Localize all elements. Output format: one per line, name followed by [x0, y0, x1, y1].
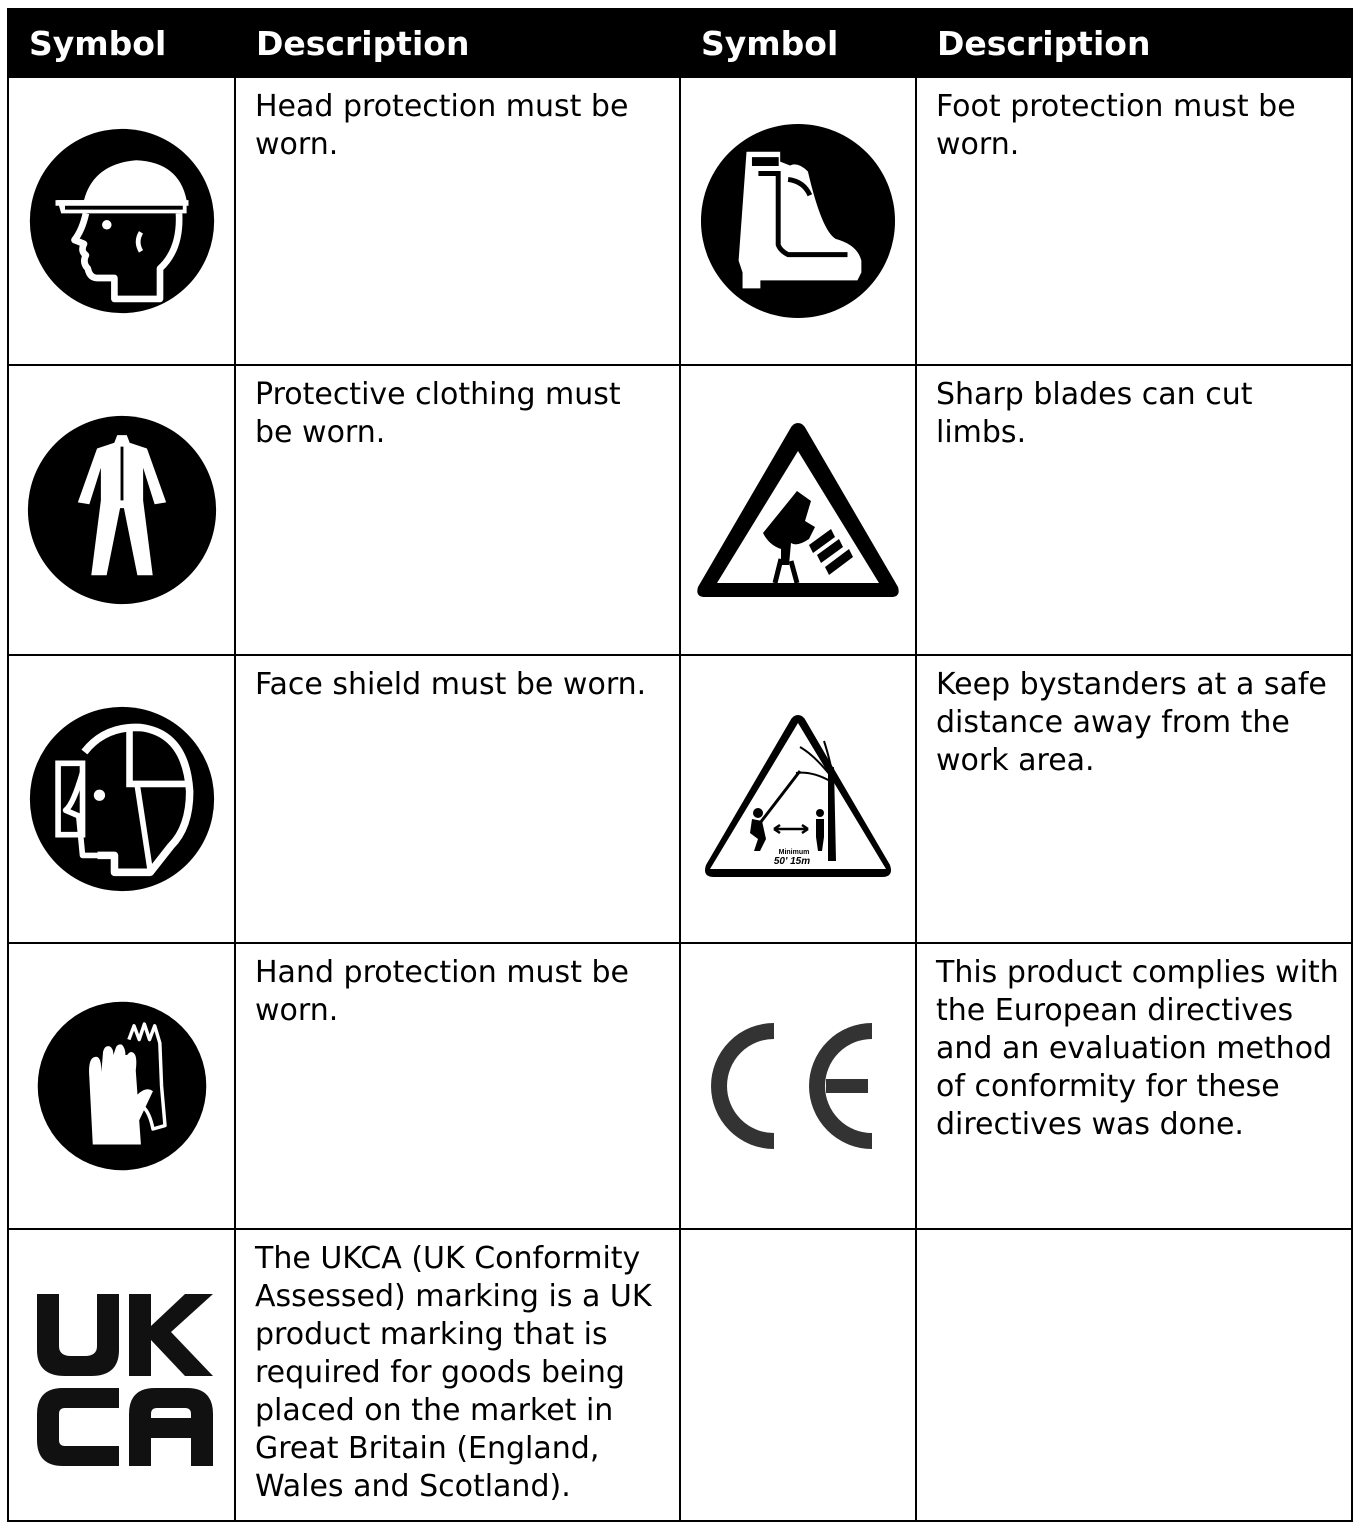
symbol-cell [8, 655, 235, 943]
bystander-distance-warning-icon [700, 711, 896, 887]
empty-description-cell [916, 1229, 1352, 1521]
ce-mark-icon [708, 1021, 888, 1151]
distance-minimum-label: Minimum [778, 849, 810, 856]
symbol-cell [8, 1229, 235, 1521]
table-row [8, 655, 1352, 943]
description-cell: Protective clothing must be worn. [235, 365, 680, 655]
symbol-cell [680, 655, 916, 943]
table-row [8, 365, 1352, 655]
head-protection-icon [27, 126, 217, 316]
table-row [8, 943, 1352, 1229]
description-cell: Head protection must be worn. [235, 77, 680, 365]
sharp-blades-warning-icon [693, 415, 903, 605]
hand-protection-icon [36, 1000, 208, 1172]
symbol-table [7, 8, 1353, 1522]
header-description: Description [916, 9, 1352, 77]
symbol-cell [8, 943, 235, 1229]
face-shield-icon [28, 705, 216, 893]
symbol-table-sheet [7, 8, 1351, 1504]
description-cell: This product complies with the European directives and an evaluation method of conformity for these directives was done. [916, 943, 1352, 1229]
description-cell: Keep bystanders at a safe distance away from the work area. [916, 655, 1352, 943]
description-cell: The UKCA (UK Conformity Assessed) marking is a UK product marking that is required for goods being placed on the market in Great Britain (England, Wales and Scotland). [235, 1229, 680, 1521]
ukca-mark-icon [27, 1280, 217, 1470]
foot-protection-icon [699, 122, 897, 320]
symbol-cell [680, 365, 916, 655]
header-symbol: Symbol [8, 9, 235, 77]
symbol-cell [680, 77, 916, 365]
symbol-cell [8, 77, 235, 365]
protective-clothing-icon [26, 414, 218, 606]
header-description: Description [235, 9, 680, 77]
description-cell: Hand protection must be worn. [235, 943, 680, 1229]
distance-value-label: 50' 15m [773, 856, 811, 867]
symbol-cell [8, 365, 235, 655]
description-cell: Foot protection must be worn. [916, 77, 1352, 365]
empty-symbol-cell [680, 1229, 916, 1521]
table-header-row [8, 9, 1352, 77]
symbol-cell [680, 943, 916, 1229]
header-symbol: Symbol [680, 9, 916, 77]
table-row [8, 1229, 1352, 1521]
description-cell: Sharp blades can cut limbs. [916, 365, 1352, 655]
table-row [8, 77, 1352, 365]
description-cell: Face shield must be worn. [235, 655, 680, 943]
